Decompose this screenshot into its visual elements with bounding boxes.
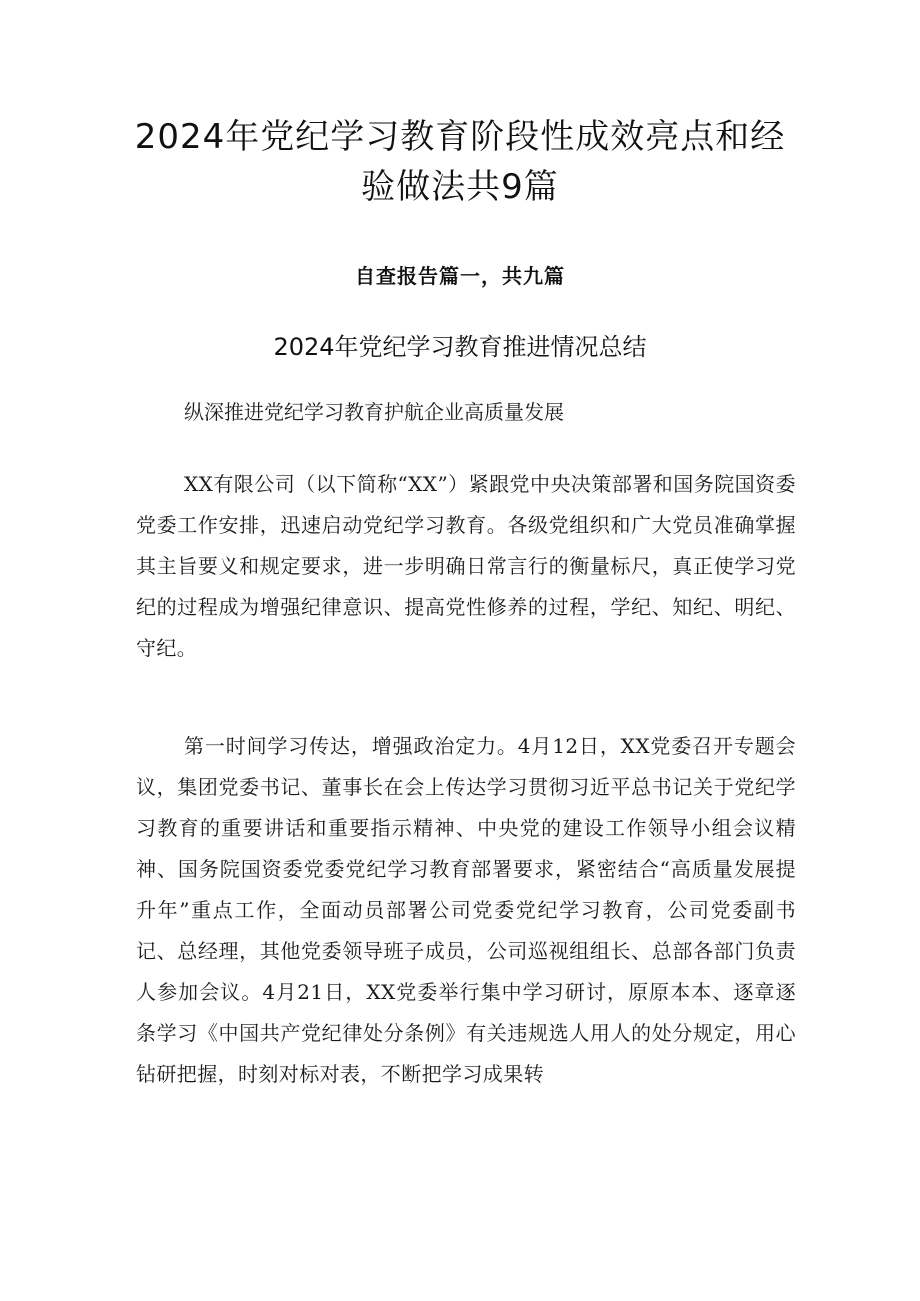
body-paragraph-1: XX有限公司（以下简称“XX”）紧跟党中央决策部署和国务院国资委党委工作安排，迅速启动党纪学习教育。各级党组织和广大党员准确掌握其主旨要义和规定要求，进一步明确日常言行的衡量标尺，真正使学习党纪的过程成为增强纪律意识、提高党性修养的过程，学纪、知纪、明纪、守纪。 <box>136 472 796 660</box>
document-title: 2024年党纪学习教育阶段性成效亮点和经验做法共9篇 <box>134 117 786 207</box>
lead-line: 纵深推进党纪学习教育护航企业高质量发展 <box>184 400 564 424</box>
body-paragraph-2: 第一时间学习传达，增强政治定力。4月12日，XX党委召开专题会议，集团党委书记、董事长在会上传达学习贯彻习近平总书记关于党纪学习教育的重要讲话和重要指示精神、中央党的建设工作领导小组会议精神、国务院国资委党委党纪学习教育部署要求，紧密结合“高质量发展提升年”重点工作，全面动员部署公司党委党纪学习教育，公司党委副书记、总经理，其他党委领导班子成员，公司巡视组组长、总部各部门负责人参加会议。4月21日，XX党委举行集中学习研讨，原原本本、逐章逐条学习《中国共产党纪律处分条例》有关违规选人用人的处分规定，用心钻研把握，时刻对标对表，不断把学习成果转 <box>136 734 796 1086</box>
section-label: 自查报告篇一，共九篇 <box>355 264 565 288</box>
document-subtitle: 2024年党纪学习教育推进情况总结 <box>273 333 647 361</box>
